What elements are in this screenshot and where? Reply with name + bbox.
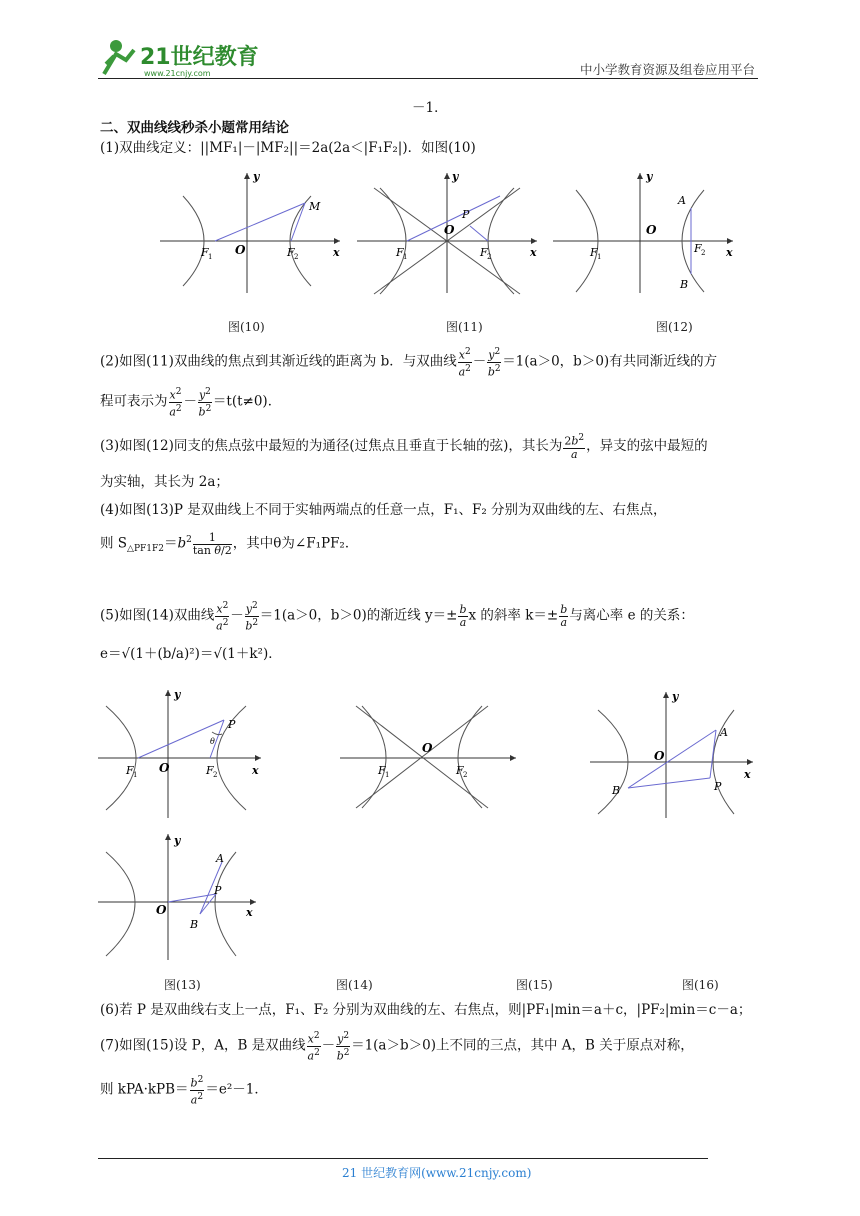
item-4-line2: 则 $S_{\triangle PF1F2}=b^2$ $\frac{1}{\text{tan θ/2}}$ ，其中θ为∠F₁PF₂． — [100, 530, 359, 557]
axis-x-label: x — [726, 246, 733, 259]
item-5-text-a: (5)如图(14)双曲线 — [100, 607, 215, 624]
f2-sub: 2 — [463, 771, 468, 779]
origin-label: O — [654, 749, 665, 763]
p-label: P — [228, 718, 236, 731]
item-1: (1)双曲线定义：||MF₁|－|MF₂||＝2a(2a＜|F₁F₂|)．如图(10) — [100, 140, 476, 156]
f1-label: F — [396, 246, 404, 259]
platform-name: 中小学教育资源及组卷应用平台 — [580, 62, 756, 77]
figure-10 — [155, 168, 345, 298]
f2-sub: 2 — [701, 249, 706, 257]
origin-label: O — [156, 903, 167, 917]
caption-10: 图(10) — [228, 320, 265, 334]
item-7-line1: (7)如图(15)设 P，A，B 是双曲线 $\frac{x^2}{a^2}$ － $\frac{y^2}{b^2}$ ＝1(a＞b＞0)上不同的三点，其中 A，B 关于原点对称， — [100, 1031, 694, 1063]
b-label: B — [612, 784, 621, 797]
caption-15: 图(15) — [516, 978, 553, 992]
axis-y-label: y — [672, 690, 679, 703]
item-5-line1: (5)如图(14)双曲线 $\frac{x^2}{a^2}$ － $\frac{y^2}{b^2}$ ＝1(a＞0，b＞0)的渐近线 y＝± $\frac{b}{a}$ x 的斜率 k＝± $\frac{b}{a}$ 与离心率 e 的关系： — [100, 601, 694, 633]
axis-y-label: y — [174, 834, 181, 847]
origin-label: O — [646, 223, 657, 237]
caption-13: 图(13) — [164, 978, 201, 992]
m-label: M — [309, 200, 321, 213]
item-4-text-c: ，其中θ为∠F₁PF₂． — [232, 535, 359, 552]
origin-label: O — [444, 223, 455, 237]
caption-16: 图(16) — [682, 978, 719, 992]
f2-label: F — [287, 246, 295, 259]
f2-sub: 2 — [294, 253, 299, 261]
axis-y-label: y — [646, 170, 653, 183]
item-5-text-d: 与离心率 e 的关系： — [569, 607, 694, 624]
axis-x-label: x — [252, 764, 259, 777]
item-7-text-c: 则 kPA·kPB＝ — [100, 1081, 189, 1098]
f1-sub: 1 — [403, 253, 408, 261]
logo-text: 21世纪教育 — [140, 45, 259, 70]
item-3-line1: (3)如图(12)同支的焦点弦中最短的为通径(过焦点且垂直于长轴的弦)，其长为 $\frac{2b^2}{a}$ ，异支的弦中最短的 — [100, 433, 708, 461]
origin-label: O — [159, 761, 170, 775]
axis-y-label: y — [452, 170, 459, 183]
f2-sub: 2 — [487, 253, 492, 261]
f2-sub: 2 — [213, 771, 218, 779]
item-4-text-b: 则 S — [100, 535, 128, 552]
item-6: (6)若 P 是双曲线右支上一点，F₁、F₂ 分别为双曲线的左、右焦点，则|PF₁|min＝a＋c，|PF₂|min＝c－a； — [100, 1002, 752, 1018]
axis-x-label: x — [744, 768, 751, 781]
item-7-text-d: ＝e²－1． — [205, 1081, 268, 1098]
b-label: B — [680, 278, 689, 291]
top-fragment: －1． — [412, 100, 448, 116]
item-7-line2: 则 kPA·kPB＝ $\frac{b^2}{a^2}$ ＝e²－1． — [100, 1075, 268, 1107]
header-divider — [98, 78, 758, 79]
figure-13 — [96, 688, 266, 823]
item-5-text-c: x 的斜率 k＝± — [468, 607, 559, 624]
figure-16 — [96, 832, 266, 962]
f1-sub: 1 — [133, 771, 138, 779]
caption-11: 图(11) — [446, 320, 483, 334]
a-label: A — [216, 852, 224, 865]
f2-label: F — [206, 764, 214, 777]
f2-label: F — [480, 246, 488, 259]
b-label: B — [190, 918, 199, 931]
logo-url: www.21cnjy.com — [144, 69, 211, 78]
f1-sub: 1 — [597, 253, 602, 261]
axis-x-label: x — [530, 246, 537, 259]
f1-label: F — [590, 246, 598, 259]
figure-14 — [338, 700, 518, 810]
p-label: P — [462, 208, 470, 221]
site-logo — [96, 36, 266, 80]
footer-divider — [98, 1158, 708, 1159]
a-label: A — [720, 726, 728, 739]
item-4-line1: (4)如图(13)P 是双曲线上不同于实轴两端点的任意一点，F₁、F₂ 分别为双曲线的左、右焦点， — [100, 502, 667, 518]
p-label: P — [214, 884, 222, 897]
item-2-line2: 程可表示为 $\frac{x^2}{a^2}$ － $\frac{y^2}{b^2}$ ＝t(t≠0)． — [100, 387, 282, 419]
item-2-line1: (2)如图(11)双曲线的焦点到其渐近线的距离为 b．与双曲线 $\frac{x^2}{a^2}$ － $\frac{y^2}{b^2}$ ＝1(a＞0，b＞0)有共同渐近线的方 — [100, 347, 718, 379]
a-label: A — [678, 194, 686, 207]
item-3-text-a: (3)如图(12)同支的焦点弦中最短的为通径(过焦点且垂直于长轴的弦)，其长为 — [100, 437, 563, 454]
caption-12: 图(12) — [656, 320, 693, 334]
item-2-text-b: ＝1(a＞0，b＞0)有共同渐近线的方 — [502, 353, 718, 370]
item-3-line2: 为实轴，其长为 2a； — [100, 474, 229, 490]
axis-x-label: x — [246, 906, 253, 919]
f1-label: F — [201, 246, 209, 259]
figure-11 — [352, 168, 542, 298]
f1-sub: 1 — [208, 253, 213, 261]
f1-label: F — [126, 764, 134, 777]
section-title: 二、双曲线线秒杀小题常用结论 — [100, 120, 289, 136]
item-7-text-a: (7)如图(15)设 P，A，B 是双曲线 — [100, 1037, 306, 1054]
item-5-text-b: ＝1(a＞0，b＞0)的渐近线 y＝± — [259, 607, 458, 624]
axis-y-label: y — [253, 170, 260, 183]
origin-label: O — [235, 243, 246, 257]
figure-12 — [548, 168, 738, 298]
caption-14: 图(14) — [336, 978, 373, 992]
origin-label: O — [422, 741, 433, 755]
axis-x-label: x — [333, 246, 340, 259]
item-2-text-c: 程可表示为 — [100, 393, 168, 410]
item-3-text-b: ，异支的弦中最短的 — [586, 437, 708, 454]
f1-label: F — [378, 764, 386, 777]
figure-15 — [588, 690, 758, 820]
item-2-text-d: ＝t(t≠0)． — [212, 393, 282, 410]
p-label: P — [714, 780, 722, 793]
axis-y-label: y — [174, 688, 181, 701]
f1-sub: 1 — [385, 771, 390, 779]
f2-label: F — [694, 242, 702, 255]
item-5-line2: e＝√(1＋(b/a)²)＝√(1＋k²)． — [100, 646, 282, 662]
item-2-text-a: (2)如图(11)双曲线的焦点到其渐近线的距离为 b．与双曲线 — [100, 353, 457, 370]
item-7-text-b: ＝1(a＞b＞0)上不同的三点，其中 A，B 关于原点对称， — [351, 1037, 694, 1054]
theta-label: θ — [210, 737, 215, 746]
f2-label: F — [456, 764, 464, 777]
footer-text: 21 世纪教育网(www.21cnjy.com) — [342, 1166, 532, 1180]
